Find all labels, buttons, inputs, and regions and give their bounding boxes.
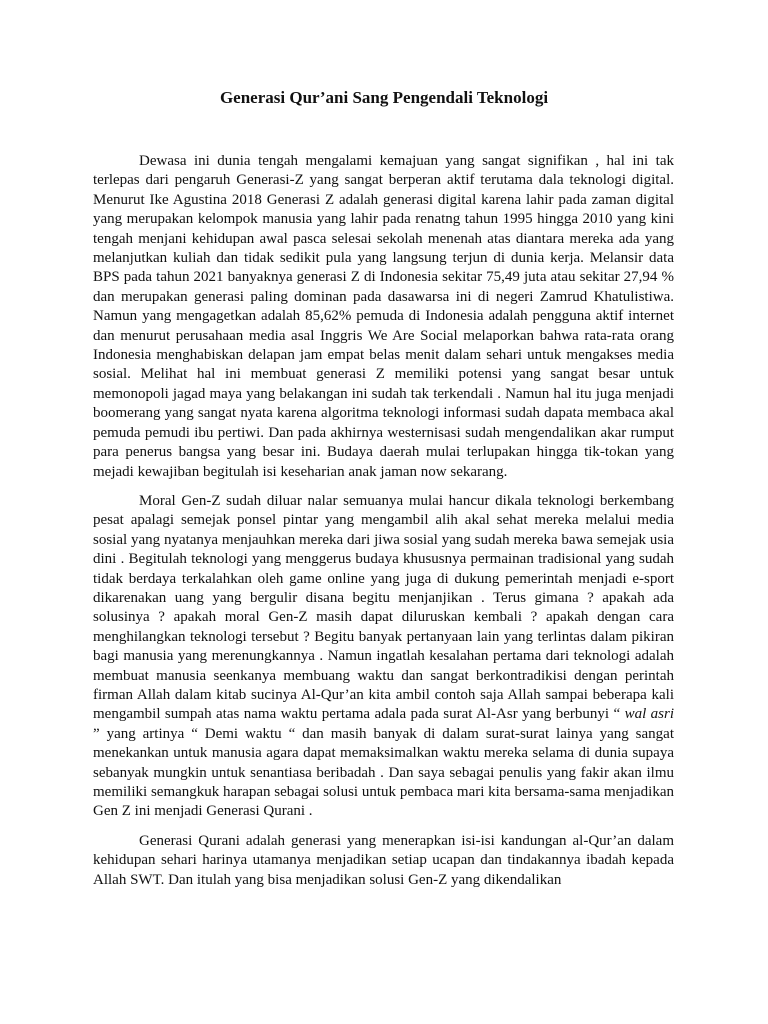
italic-quote: wal asri: [624, 706, 675, 723]
paragraph-text: ” yang artinya “ Demi waktu “ dan masih banyak di dalam surat-surat lainya yang sangat menekankan untuk manusia agara dapat memaksimalkan waktu mereka selama di dunia supaya sebanyak mungkin untuk senantiasa beribadah . Dan saya sebagai penulis yang fakir akan ilmu memiliki semangkuk harapan sebagai solusi untuk pembaca mari kita bersama-sama menjadikan Gen Z ini menjadi Generasi Qurani .: [93, 725, 674, 820]
paragraph-text: Moral Gen-Z sudah diluar nalar semuanya mulai hancur dikala teknologi berkembang pesat apalagi semejak ponsel pintar yang mengambil alih akal sehat mereka melalui media sosial yang nyatanya menjauhkan mereka dari jiwa sosial yang sudah mereka bawa semejak usia dini . Begitulah teknologi yang menggerus budaya khususnya permainan tradisional yang sudah tidak berdaya terkalahkan oleh game online yang juga di dukung pemerintah menjadi e-sport dikarenakan uang yang bergulir disana begitu menjanjikan . Terus gimana ? apakah ada solusinya ? apakah moral Gen-Z masih dapat diluruskan kembali ? apakah dengan cara menghilangkan teknologi tersebut ? Begitu banyak pertanyaan lain yang terlintas dalam pikiran bagi manusia yang merenungkannya . Namun ingatlah kesalahan pertama dari teknologi adalah membuat manusia seenkanya membuang waktu dan sangat berkontradikisi dengan perintah firman Allah dalam kitab sucinya Al-Qur’an kita ambil contoh saja Allah sampai beberapa kali mengambil sumpah atas nama waktu pertama adala pada surat Al-Asr yang berbunyi “: [93, 492, 674, 723]
paragraph-2: [93, 492, 674, 822]
paragraph-text: Generasi Qurani adalah generasi yang menerapkan isi-isi kandungan al-Qur’an dalam kehidupan sehari harinya utamanya menjadikan setiap ucapan dan tindakannya ibadah kepada Allah SWT. Dan itulah yang bisa menjadikan solusi Gen-Z yang dikendalikan: [93, 832, 674, 888]
document-title: Generasi Qur’ani Sang Pengendali Teknologi: [219, 88, 549, 107]
paragraph-text: Dewasa ini dunia tengah mengalami kemajuan yang sangat signifikan , hal ini tak terlepas dari pengaruh Generasi-Z yang sangat berperan aktif terutama dala teknologi digital. Menurut Ike Agustina 2018 Generasi Z adalah generasi digital karena lahir pada zaman digital yang merupakan kelompok manusia yang lahir pada renatng tahun 1995 hingga 2010 yang kini tengah menjani kehidupan awal pasca selesai sekolah menenah atas diantara mereka ada yang melanjutkan kuliah dan tidak sedikit pula yang langsung terjun di dunia kerja. Melansir data BPS pada tahun 2021 banyaknya generasi Z di Indonesia sekitar 75,49 juta atau sekitar 27,94 % dan merupakan generasi paling dominan pada dasawarsa ini di negeri Zamrud Khatulistiwa. Namun yang mengagetkan adalah 85,62% pemuda di Indonesia adalah pengguna aktif internet dan menurut perusahaan media asal Inggris We Are Social melaporkan bahwa rata-rata orang Indonesia menghabiskan delapan jam empat belas menit dalam sehari untuk mengakses media sosial. Melihat hal ini membuat generasi Z memiliki potensi yang sangat besar untuk memonopoli jagad maya yang belakangan ini sudah tak terkendali . Namun hal itu juga menjadi boomerang yang sangat nyata karena algoritma teknologi informasi sudah dapata membaca akal pemuda pemudi ibu pertiwi. Dan pada akhirnya westernisasi sudah mengendalikan akar rumput para penerus bangsa yang besar ini. Budaya daerah mulai terlupakan hingga tik-tokan yang mejadi kewajiban begitulah isi keseharian anak jaman now sekarang.: [93, 153, 674, 480]
document-body: [93, 152, 674, 890]
paragraph-3: [93, 832, 674, 890]
paragraph-1: [93, 152, 674, 482]
